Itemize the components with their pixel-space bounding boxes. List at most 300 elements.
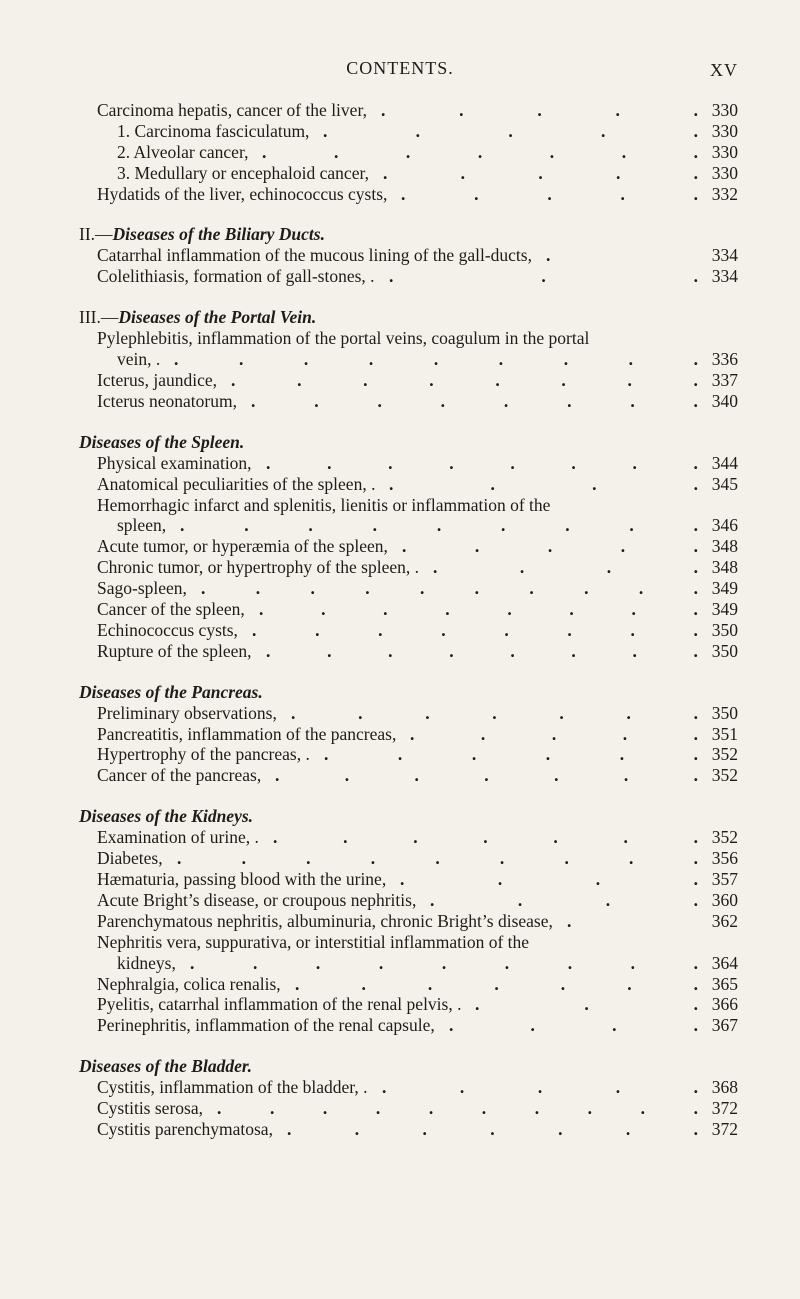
leader-dot: . bbox=[441, 952, 447, 973]
toc-entry-text: 3. Medullary or encephaloid cancer, bbox=[117, 162, 369, 183]
toc-entry bbox=[0, 1015, 800, 1036]
toc-entry-leader bbox=[231, 370, 698, 391]
toc-entry-page: 352 bbox=[711, 744, 738, 765]
toc-entry-leader bbox=[475, 994, 698, 1015]
toc-entry-leader bbox=[201, 578, 698, 599]
toc-entry-page: 348 bbox=[711, 557, 738, 578]
leader-dot: . bbox=[449, 452, 454, 473]
leader-dot: . bbox=[400, 869, 405, 890]
leader-dot: . bbox=[484, 765, 489, 786]
toc-entry-leader bbox=[174, 349, 698, 370]
leader-dot: . bbox=[413, 827, 418, 848]
leader-dot: . bbox=[693, 827, 698, 848]
toc-entry-text: Echinococcus cysts, bbox=[97, 619, 238, 640]
leader-dot: . bbox=[693, 536, 698, 557]
leader-dot: . bbox=[606, 557, 612, 578]
leader-dot: . bbox=[693, 1118, 698, 1139]
leader-dot: . bbox=[323, 120, 328, 141]
leader-dot: . bbox=[388, 452, 393, 473]
leader-dot: . bbox=[252, 619, 257, 640]
leader-dot: . bbox=[315, 619, 320, 640]
leader-dot: . bbox=[620, 536, 626, 557]
leader-dot: . bbox=[177, 848, 182, 869]
leader-dot: . bbox=[693, 619, 698, 640]
toc-entry-page: 332 bbox=[711, 183, 738, 204]
leader-dot: . bbox=[553, 827, 558, 848]
leader-dot: . bbox=[343, 827, 348, 848]
leader-dot: . bbox=[365, 578, 370, 599]
section-heading-title: Diseases of the Bladder. bbox=[79, 1056, 253, 1077]
leader-dot: . bbox=[303, 349, 309, 370]
leader-dot: . bbox=[592, 473, 597, 494]
toc-entry-page: 362 bbox=[711, 910, 738, 931]
toc-entry-text: Pancreatitis, inflammation of the pancreas, bbox=[97, 723, 397, 744]
leader-dot: . bbox=[546, 245, 551, 266]
toc-entry-leader bbox=[546, 245, 698, 266]
leader-dot: . bbox=[529, 578, 534, 599]
leader-dot: . bbox=[275, 765, 280, 786]
leader-dot: . bbox=[627, 370, 632, 391]
leader-dot: . bbox=[255, 578, 261, 599]
section-heading-title: Diseases of the Spleen. bbox=[79, 431, 245, 452]
leader-dot: . bbox=[558, 1118, 563, 1139]
leader-dot: . bbox=[612, 1015, 617, 1036]
toc-entry bbox=[0, 266, 800, 287]
leader-dot: . bbox=[534, 1098, 540, 1119]
toc-entry-page: 364 bbox=[711, 952, 738, 973]
toc-entry-leader bbox=[291, 703, 698, 724]
toc-entry-text: Nephralgia, colica renalis, bbox=[97, 973, 281, 994]
toc-entry-leader bbox=[251, 391, 698, 412]
leader-dot: . bbox=[427, 973, 433, 994]
leader-dot: . bbox=[693, 557, 698, 578]
toc-entry-leader bbox=[273, 827, 698, 848]
leader-dot: . bbox=[693, 183, 698, 204]
leader-dot: . bbox=[433, 349, 439, 370]
toc-entry-page: 345 bbox=[711, 473, 738, 494]
toc-entry bbox=[0, 245, 800, 266]
toc-entry-page: 330 bbox=[711, 162, 738, 183]
leader-dot: . bbox=[554, 765, 559, 786]
toc-entry-page: 337 bbox=[711, 370, 738, 391]
toc-entry-leader bbox=[190, 953, 698, 974]
leader-dot: . bbox=[499, 848, 505, 869]
leader-dot: . bbox=[517, 889, 523, 910]
leader-dot: . bbox=[471, 744, 477, 765]
leader-dot: . bbox=[693, 952, 698, 973]
toc-entry bbox=[0, 100, 800, 121]
toc-entry-text: Diabetes, bbox=[97, 848, 163, 869]
leader-dot: . bbox=[244, 515, 249, 536]
leader-dot: . bbox=[547, 536, 553, 557]
leader-dot: . bbox=[693, 120, 698, 141]
leader-dot: . bbox=[538, 162, 543, 183]
leader-dot: . bbox=[510, 452, 515, 473]
leader-dot: . bbox=[252, 952, 258, 973]
toc-entry bbox=[0, 184, 800, 205]
leader-dot: . bbox=[378, 619, 383, 640]
leader-dot: . bbox=[551, 723, 557, 744]
leader-dot: . bbox=[625, 1118, 631, 1139]
toc-entry-leader bbox=[295, 974, 698, 995]
leader-dot: . bbox=[389, 266, 394, 287]
toc-entry-leader bbox=[180, 515, 698, 536]
leader-dot: . bbox=[693, 889, 698, 910]
leader-dot: . bbox=[569, 599, 574, 620]
leader-dot: . bbox=[620, 183, 625, 204]
leader-dot: . bbox=[567, 952, 573, 973]
leader-dot: . bbox=[600, 120, 606, 141]
leader-dot: . bbox=[693, 141, 698, 162]
leader-dot: . bbox=[693, 452, 698, 473]
leader-dot: . bbox=[372, 515, 377, 536]
toc-entry bbox=[0, 869, 800, 890]
leader-dot: . bbox=[410, 723, 415, 744]
section-heading bbox=[0, 432, 800, 453]
header-title: CONTENTS. bbox=[346, 58, 454, 78]
toc-entry-leader bbox=[383, 163, 698, 184]
leader-dot: . bbox=[693, 370, 698, 391]
leader-dot: . bbox=[615, 162, 621, 183]
toc-entry bbox=[0, 974, 800, 995]
toc-entry-leader bbox=[324, 744, 698, 765]
toc-entry-leader bbox=[266, 641, 698, 662]
leader-dot: . bbox=[628, 349, 634, 370]
leader-dot: . bbox=[605, 889, 611, 910]
toc-entry-text: 1. Carcinoma fasciculatum, bbox=[117, 120, 310, 141]
leader-dot: . bbox=[508, 120, 513, 141]
toc-entry-text: Hypertrophy of the pancreas, . bbox=[97, 744, 310, 765]
toc-entry-page: 336 bbox=[711, 349, 738, 370]
leader-dot: . bbox=[381, 100, 386, 120]
leader-dot: . bbox=[481, 1098, 487, 1119]
toc-entry-page: 351 bbox=[711, 723, 738, 744]
toc-entry-leader bbox=[401, 184, 698, 205]
toc-entry bbox=[0, 744, 800, 765]
toc-entry-page: 346 bbox=[711, 515, 738, 536]
toc-entry-page: 360 bbox=[711, 889, 738, 910]
toc-entry-page: 366 bbox=[711, 994, 738, 1015]
leader-dot: . bbox=[501, 515, 506, 536]
leader-dot: . bbox=[190, 952, 195, 973]
toc-entry bbox=[0, 1119, 800, 1140]
toc-entry-page: 330 bbox=[711, 120, 738, 141]
leader-dot: . bbox=[504, 952, 510, 973]
leader-dot: . bbox=[414, 765, 419, 786]
toc-entry bbox=[0, 765, 800, 786]
leader-dot: . bbox=[321, 599, 326, 620]
leader-dot: . bbox=[291, 702, 296, 723]
toc-entry-leader bbox=[389, 474, 698, 495]
toc-entry-text: Acute tumor, or hyperæmia of the spleen, bbox=[97, 536, 388, 557]
toc-entry bbox=[0, 641, 800, 662]
toc-entry-text: vein, . bbox=[117, 349, 161, 370]
leader-dot: . bbox=[241, 848, 246, 869]
toc-entry bbox=[0, 474, 800, 495]
toc-entry bbox=[0, 349, 800, 370]
toc-entry-leader bbox=[287, 1119, 698, 1140]
leader-dot: . bbox=[584, 578, 589, 599]
leader-dot: . bbox=[565, 515, 570, 536]
leader-dot: . bbox=[693, 515, 698, 536]
leader-dot: . bbox=[561, 370, 566, 391]
leader-dot: . bbox=[571, 640, 576, 661]
leader-dot: . bbox=[217, 1098, 222, 1119]
running-header bbox=[0, 58, 800, 82]
toc-entry-leader bbox=[381, 100, 698, 121]
leader-dot: . bbox=[428, 1098, 434, 1119]
leader-dot: . bbox=[308, 515, 313, 536]
leader-dot: . bbox=[429, 370, 434, 391]
toc-entry-leader bbox=[430, 890, 698, 911]
toc-entry bbox=[0, 557, 800, 578]
leader-dot: . bbox=[693, 162, 698, 183]
leader-dot: . bbox=[475, 994, 480, 1015]
toc-entry-leader bbox=[382, 1077, 698, 1098]
leader-dot: . bbox=[693, 1077, 698, 1098]
leader-dot: . bbox=[459, 100, 464, 120]
leader-dot: . bbox=[630, 619, 635, 640]
leader-dot: . bbox=[327, 452, 332, 473]
toc-entry-leader bbox=[266, 453, 698, 474]
leader-dot: . bbox=[449, 1015, 454, 1036]
toc-entry-page: 350 bbox=[711, 702, 738, 723]
leader-dot: . bbox=[619, 744, 625, 765]
leader-dot: . bbox=[333, 141, 339, 162]
leader-dot: . bbox=[693, 973, 698, 994]
leader-dot: . bbox=[693, 473, 698, 494]
section-heading bbox=[0, 307, 800, 328]
leader-dot: . bbox=[480, 723, 486, 744]
toc-entry-text: Examination of urine, . bbox=[97, 827, 259, 848]
leader-dot: . bbox=[693, 390, 698, 411]
leader-dot: . bbox=[449, 640, 454, 661]
leader-dot: . bbox=[310, 578, 315, 599]
header-page-number: XV bbox=[710, 60, 738, 80]
leader-dot: . bbox=[430, 889, 435, 910]
toc-entry-page: 352 bbox=[711, 827, 738, 848]
leader-dot: . bbox=[474, 536, 480, 557]
leader-dot: . bbox=[559, 702, 564, 723]
leader-dot: . bbox=[567, 390, 572, 411]
leader-dot: . bbox=[251, 390, 256, 411]
section-heading-title: Diseases of the Portal Vein. bbox=[118, 307, 317, 328]
leader-dot: . bbox=[315, 952, 321, 973]
section-heading-text bbox=[79, 224, 325, 245]
toc-entry bbox=[0, 932, 800, 953]
leader-dot: . bbox=[584, 994, 589, 1015]
leader-dot: . bbox=[549, 141, 555, 162]
leader-dot: . bbox=[545, 744, 551, 765]
toc-entry bbox=[0, 1077, 800, 1098]
leader-dot: . bbox=[422, 1118, 427, 1139]
leader-dot: . bbox=[490, 473, 495, 494]
toc-entry bbox=[0, 599, 800, 620]
leader-dot: . bbox=[623, 765, 629, 786]
leader-dot: . bbox=[377, 390, 382, 411]
leader-dot: . bbox=[615, 100, 620, 120]
toc-entry-text: spleen, bbox=[117, 515, 167, 536]
toc-entry-text: kidneys, bbox=[117, 952, 176, 973]
toc-entry bbox=[0, 620, 800, 641]
leader-dot: . bbox=[622, 723, 628, 744]
toc-entry-text: Chronic tumor, or hypertrophy of the spleen, . bbox=[97, 557, 420, 578]
leader-dot: . bbox=[397, 744, 403, 765]
leader-dot: . bbox=[630, 952, 636, 973]
toc-entry-text: Pyelitis, catarrhal inflammation of the renal pelvis, . bbox=[97, 994, 462, 1015]
leader-dot: . bbox=[269, 1098, 275, 1119]
section-heading-prefix: III.— bbox=[79, 307, 119, 328]
toc-entry-leader bbox=[252, 620, 698, 641]
toc-entry bbox=[0, 578, 800, 599]
toc-entry-page: 367 bbox=[711, 1015, 738, 1036]
leader-dot: . bbox=[587, 1098, 593, 1119]
leader-dot: . bbox=[507, 599, 512, 620]
section-heading bbox=[0, 682, 800, 703]
leader-dot: . bbox=[273, 827, 278, 848]
leader-dot: . bbox=[693, 765, 698, 786]
leader-dot: . bbox=[401, 183, 406, 204]
section-heading bbox=[0, 224, 800, 245]
leader-dot: . bbox=[474, 578, 480, 599]
leader-dot: . bbox=[630, 390, 635, 411]
leader-dot: . bbox=[425, 702, 430, 723]
leader-dot: . bbox=[322, 1098, 328, 1119]
leader-dot: . bbox=[693, 744, 698, 765]
toc-entry-text: Parenchymatous nephritis, albuminuria, chronic Bright’s disease, bbox=[97, 910, 553, 931]
table-of-contents bbox=[0, 100, 800, 1140]
toc-entry bbox=[0, 536, 800, 557]
leader-dot: . bbox=[306, 848, 311, 869]
leader-dot: . bbox=[497, 869, 503, 890]
leader-dot: . bbox=[537, 1077, 543, 1098]
leader-dot: . bbox=[693, 599, 698, 620]
toc-entry bbox=[0, 370, 800, 391]
section-heading bbox=[0, 806, 800, 827]
leader-dot: . bbox=[363, 370, 368, 391]
leader-dot: . bbox=[560, 973, 566, 994]
toc-entry-page: 356 bbox=[711, 848, 738, 869]
leader-dot: . bbox=[383, 162, 388, 183]
toc-entry-leader bbox=[259, 599, 698, 620]
toc-entry bbox=[0, 453, 800, 474]
toc-entry-text: Sago-spleen, bbox=[97, 578, 187, 599]
leader-dot: . bbox=[266, 452, 271, 473]
section-heading-text bbox=[79, 806, 253, 827]
toc-entry-leader bbox=[400, 869, 698, 890]
leader-dot: . bbox=[370, 848, 376, 869]
leader-dot: . bbox=[537, 100, 542, 120]
toc-entry-text: Colelithiasis, formation of gall-stones, . bbox=[97, 266, 375, 287]
leader-dot: . bbox=[693, 848, 698, 869]
toc-entry bbox=[0, 994, 800, 1015]
leader-dot: . bbox=[419, 578, 425, 599]
leader-dot: . bbox=[259, 599, 264, 620]
section-heading-text bbox=[79, 1056, 252, 1077]
leader-dot: . bbox=[631, 599, 636, 620]
leader-dot: . bbox=[383, 599, 388, 620]
toc-entry bbox=[0, 1098, 800, 1119]
leader-dot: . bbox=[693, 723, 698, 744]
leader-dot: . bbox=[375, 1098, 381, 1119]
toc-entry-text: Carcinoma hepatis, cancer of the liver, bbox=[97, 100, 367, 120]
leader-dot: . bbox=[541, 266, 546, 287]
toc-entry-page: 372 bbox=[711, 1098, 738, 1119]
leader-dot: . bbox=[563, 349, 569, 370]
leader-dot: . bbox=[266, 640, 271, 661]
leader-dot: . bbox=[361, 973, 366, 994]
toc-entry bbox=[0, 391, 800, 412]
toc-entry-leader bbox=[323, 121, 698, 142]
leader-dot: . bbox=[433, 557, 438, 578]
toc-entry-leader bbox=[449, 1015, 698, 1036]
toc-entry-leader bbox=[433, 557, 698, 578]
toc-entry-leader bbox=[402, 536, 698, 557]
section-heading-prefix: II.— bbox=[79, 224, 113, 245]
leader-dot: . bbox=[287, 1118, 292, 1139]
toc-entry bbox=[0, 142, 800, 163]
toc-entry-page: 357 bbox=[711, 869, 738, 890]
leader-dot: . bbox=[623, 827, 628, 848]
leader-dot: . bbox=[638, 578, 644, 599]
leader-dot: . bbox=[693, 100, 698, 120]
toc-entry-text: Hydatids of the liver, echinococcus cysts, bbox=[97, 183, 388, 204]
toc-entry-page: 372 bbox=[711, 1118, 738, 1139]
toc-entry-leader bbox=[567, 911, 698, 932]
toc-entry-text: Catarrhal inflammation of the mucous lining of the gall-ducts, bbox=[97, 245, 532, 266]
toc-entry bbox=[0, 848, 800, 869]
toc-entry-leader bbox=[410, 724, 698, 745]
toc-entry-page: 344 bbox=[711, 452, 738, 473]
leader-dot: . bbox=[327, 640, 332, 661]
toc-entry-text: Cancer of the pancreas, bbox=[97, 765, 262, 786]
toc-entry-leader bbox=[177, 848, 698, 869]
leader-dot: . bbox=[440, 390, 446, 411]
toc-entry bbox=[0, 495, 800, 516]
leader-dot: . bbox=[626, 702, 631, 723]
toc-entry-text: Cancer of the spleen, bbox=[97, 599, 245, 620]
section-heading-text bbox=[79, 432, 244, 453]
toc-entry-text: Cystitis parenchymatosa, bbox=[97, 1118, 273, 1139]
toc-entry-text: Acute Bright’s disease, or croupous nephritis, bbox=[97, 889, 417, 910]
leader-dot: . bbox=[693, 869, 698, 890]
toc-entry bbox=[0, 515, 800, 536]
leader-dot: . bbox=[693, 349, 698, 370]
leader-dot: . bbox=[460, 162, 466, 183]
leader-dot: . bbox=[567, 910, 572, 931]
leader-dot: . bbox=[632, 640, 637, 661]
leader-dot: . bbox=[595, 869, 601, 890]
toc-entry-leader bbox=[275, 765, 698, 786]
leader-dot: . bbox=[405, 141, 411, 162]
leader-dot: . bbox=[519, 557, 525, 578]
leader-dot: . bbox=[571, 452, 576, 473]
toc-entry bbox=[0, 911, 800, 932]
leader-dot: . bbox=[547, 183, 552, 204]
leader-dot: . bbox=[627, 973, 632, 994]
toc-entry bbox=[0, 703, 800, 724]
leader-dot: . bbox=[494, 973, 499, 994]
leader-dot: . bbox=[354, 1118, 360, 1139]
toc-entry-leader bbox=[262, 142, 698, 163]
leader-dot: . bbox=[490, 1118, 495, 1139]
toc-entry bbox=[0, 890, 800, 911]
leader-dot: . bbox=[564, 848, 569, 869]
leader-dot: . bbox=[174, 349, 179, 370]
toc-entry-text: Icterus, jaundice, bbox=[97, 370, 218, 391]
toc-entry-text: 2. Alveolar cancer, bbox=[117, 141, 249, 162]
leader-dot: . bbox=[378, 952, 384, 973]
